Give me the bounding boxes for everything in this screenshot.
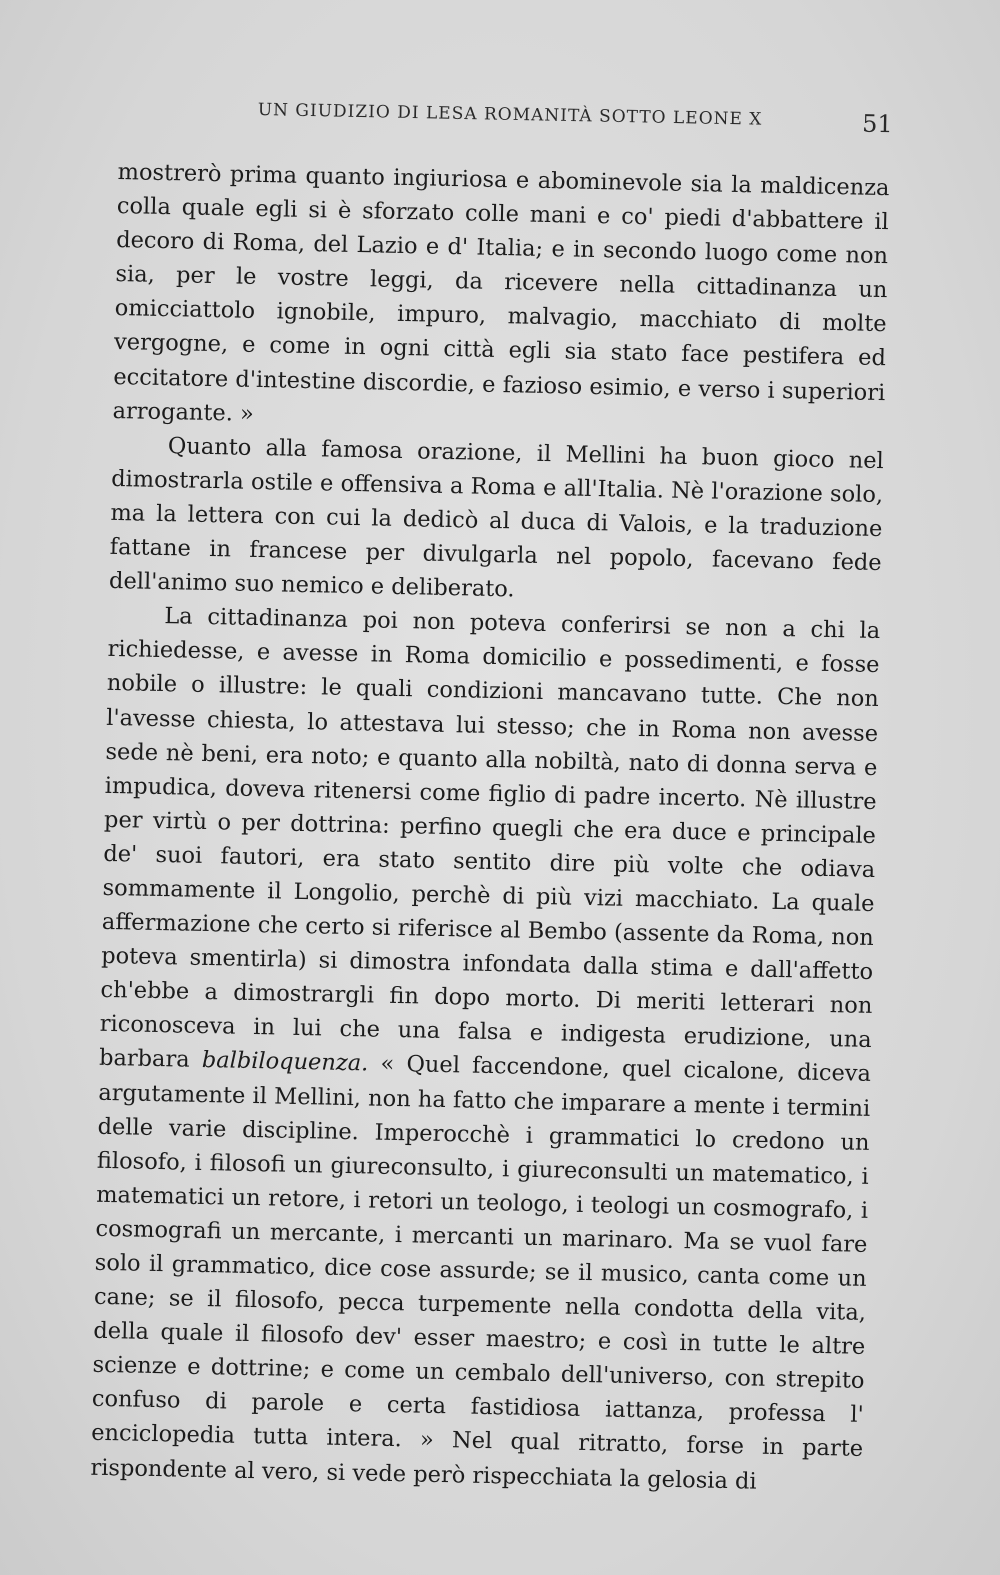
paragraph-3 — [90, 598, 880, 1500]
paragraph-2: Quanto alla famosa orazione, il Mellini ha buon gioco nel dimostrarla ostile e offensiva a Roma e all'Italia. Nè l'orazione solo, ma la lettera con cui la dedicò al duca di Valois, e la traduzione fattane in francese per divulgarla nel popolo, facevano fede dell'animo suo nemico e deliberato. — [108, 432, 885, 603]
body-text — [90, 155, 890, 1501]
page-header — [257, 100, 893, 152]
italic-term: balbiloquenza. — [201, 1047, 369, 1077]
running-title: UN GIUDIZIO DI LESA ROMANITÀ SOTTO LEONE X — [257, 100, 763, 130]
paragraph-3-continuation: « Quel faccendone, quel cicalone, diceva argutamente il Mellini, non ha fatto che imparare a mente i termini delle varie discipline. Imperocchè i grammatici lo credono un filosofo, i filosofi un giureconsulto, i giureconsulti un matematico, i matematici un retore, i retori un teologo, i teologi un cosmografo, i cosmografi un mercante, i mercanti un marinaro. Ma se vuol fare solo il grammatico, dice cose assurde; se il musico, canta come un cane; se il filosofo, pecca turpemente nella condotta della vita, della quale il filosofo dev' esser maestro; e così in tutte le altre scienze e dottrine; e come un cembalo dell'universo, con strepito confuso di parole e certa fastidiosa iattanza, professa l' enciclopedia tutta intera. » Nel qual ritratto, forse in parte rispondente al vero, si vede però rispecchiata la gelosia di — [90, 1050, 872, 1495]
page-number: 51 — [861, 109, 893, 139]
paragraph-1: mostrerò prima quanto ingiuriosa e abominevole sia la maldicenza colla quale egli si è sforzato colle mani e co' piedi d'abbattere il decoro di Roma, del Lazio e d' Italia; e in secondo luogo come non sia, per le vostre leggi, da ricevere nella cittadinanza un omicciattolo ignobile, impuro, malvagio, macchiato di molte vergogne, e come in ogni città egli sia stato face pestifera ed eccitatore d'intestine discordie, e fazioso esimio, e verso i superiori arrogante. » — [112, 158, 890, 427]
paragraph-3-text: La cittadinanza poi non poteva conferirsi se non a chi la richiedesse, e avesse in Roma domicilio e possedimenti, e fosse nobile o illustre: le quali condizioni mancavano tutte. Che non l'avesse chiesta, lo attestava lui stesso; che in Roma non avesse sede nè beni, era noto; e quanto alla nobiltà, nato di donna serva e impudica, doveva ritenersi come figlio di padre incerto. Nè illustre per virtù o per dottrina: perfino quegli che era duce e principale de' suoi fautori, era stato sentito dire più volte che odiava sommamente il Longolio, perchè di più vizi macchiato. La quale affermazione che certo si riferisce al Bembo (assente da Roma, non poteva smentirla) si dimostra infondata dalla stima e dall'affetto ch'ebbe a dimostrargli fin dopo morto. Di meriti letterari non riconosceva in lui che una falsa e indigesta erudizione, una barbara — [98, 603, 881, 1074]
